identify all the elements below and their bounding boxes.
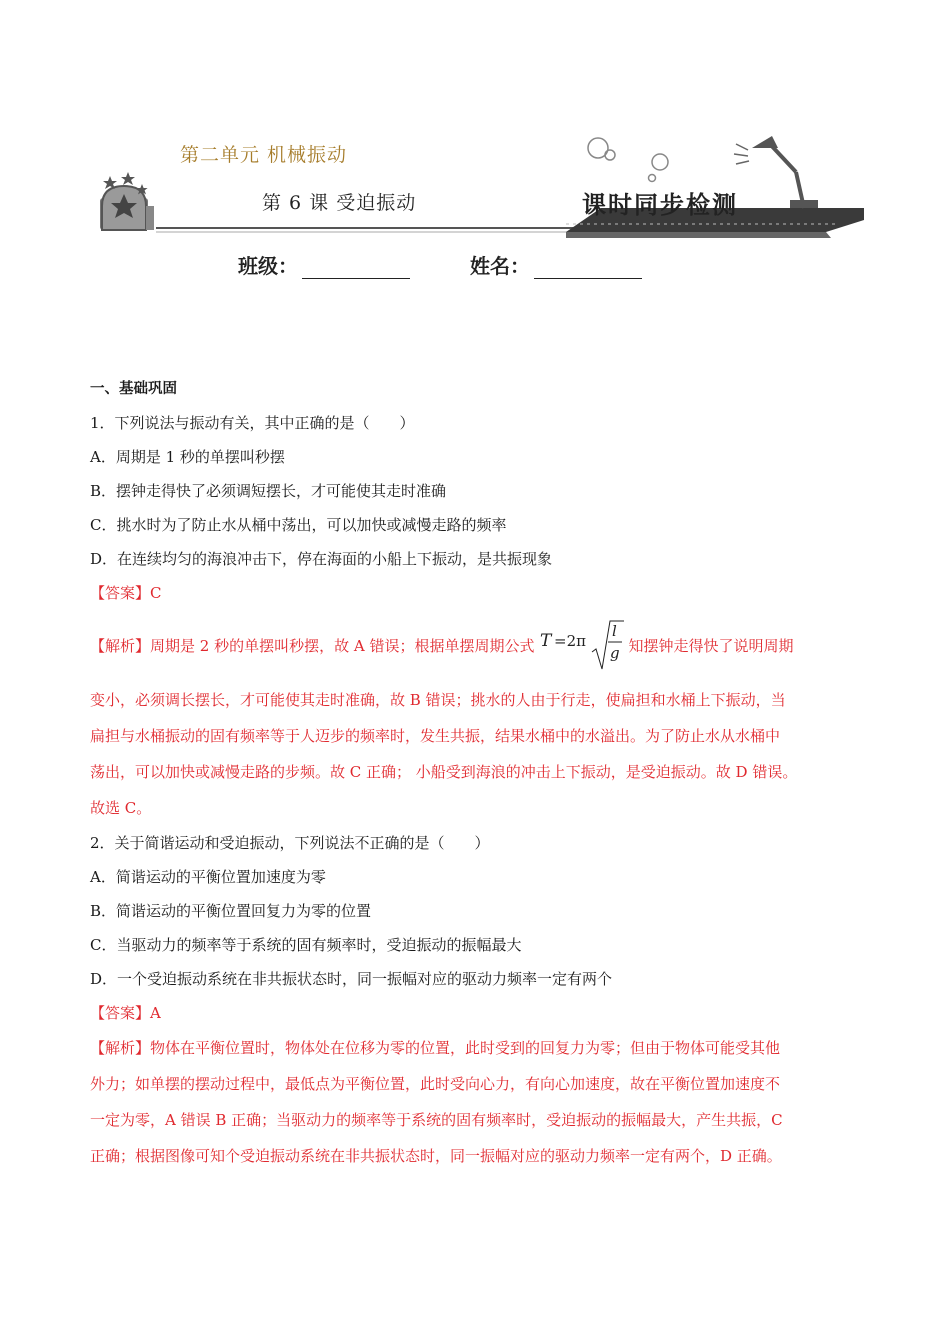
section-title: 一、基础巩固 (90, 381, 177, 397)
option-d: D．一个受迫振动系统在非共振状态时，同一振幅对应的驱动力频率一定有两个 (90, 970, 613, 988)
document-body (90, 372, 870, 1174)
analysis-line: 变小，必须调长摆长，才可能使其走时准确，故 B 错误；挑水的人由于行走，使扁担和水桶上下振动，当 (90, 691, 786, 709)
name-blank (534, 260, 642, 279)
option-a: A．周期是 1 秒的单摆叫秒摆 (90, 448, 285, 466)
class-label: 班级： (238, 254, 298, 278)
formula-t: T (540, 631, 552, 651)
formula-num: l (612, 622, 618, 640)
unit-title: 第二单元 机械振动 (180, 144, 348, 166)
name-label: 姓名： (470, 254, 530, 278)
class-field (238, 250, 410, 279)
option-c: C．当驱动力的频率等于系统的固有频率时，受迫振动的振幅最大 (90, 936, 522, 954)
name-field (470, 250, 642, 279)
analysis-line: 【解析】物体在平衡位置时，物体处在位移为零的位置，此时受到的回复力为零；但由于物体可能受其他 (90, 1039, 781, 1057)
answer: 【答案】C (90, 584, 162, 602)
question-stem: 1．下列说法与振动有关，其中正确的是（ ） (90, 414, 415, 432)
analysis-with-formula (90, 610, 870, 682)
formula-den: g (610, 644, 621, 662)
option-b: B．简谐运动的平衡位置回复力为零的位置 (90, 902, 372, 920)
pendulum-period-formula (538, 618, 624, 674)
analysis-line: 外力；如单摆的摆动过程中，最低点为平衡位置，此时受向心力，有向心加速度，故在平衡位置加速度不 (90, 1075, 781, 1093)
desk-lamp-icon (734, 136, 818, 208)
analysis-line: 荡出，可以加快或减慢走路的步频。故 C 正确； 小船受到海浪的冲击上下振动，是受迫振动。故 D 错误。 (90, 763, 798, 781)
analysis-line: 正确；根据图像可知个受迫振动系统在非共振状态时，同一振幅对应的驱动力频率一定有两个，D 正确。 (90, 1147, 782, 1165)
option-a: A．简谐运动的平衡位置加速度为零 (90, 868, 326, 886)
option-b: B．摆钟走得快了必须调短摆长，才可能使其走时准确 (90, 482, 447, 500)
analysis-line: 一定为零，A 错误 B 正确；当驱动力的频率等于系统的固有频率时，受迫振动的振幅最大，产生共振，C (90, 1111, 783, 1129)
class-blank (302, 260, 410, 279)
option-d: D．在连续均匀的海浪冲击下，停在海面的小船上下振动，是共振现象 (90, 550, 553, 568)
star-badge-icon (100, 172, 154, 230)
analysis-suffix: 知摆钟走得快了说明周期 (628, 637, 794, 655)
header-banner (96, 120, 864, 238)
lesson-title: 第 6 课 受迫振动 (262, 192, 417, 214)
formula-eq: =2π (554, 632, 587, 650)
analysis-line: 故选 C。 (90, 799, 152, 817)
analysis-line: 扁担与水桶振动的固有频率等于人迈步的频率时，发生共振，结果水桶中的水溢出。为了防止水从水桶中 (90, 727, 781, 745)
option-c: C．挑水时为了防止水从桶中荡出，可以加快或减慢走路的频率 (90, 516, 507, 534)
analysis-prefix: 【解析】周期是 2 秒的单摆叫秒摆，故 A 错误；根据单摆周期公式 (90, 637, 535, 655)
answer: 【答案】A (90, 1004, 161, 1022)
question-stem: 2．关于简谐运动和受迫振动，下列说法不正确的是（ ） (90, 834, 490, 852)
sync-check-title: 课时同步检测 (582, 190, 738, 219)
